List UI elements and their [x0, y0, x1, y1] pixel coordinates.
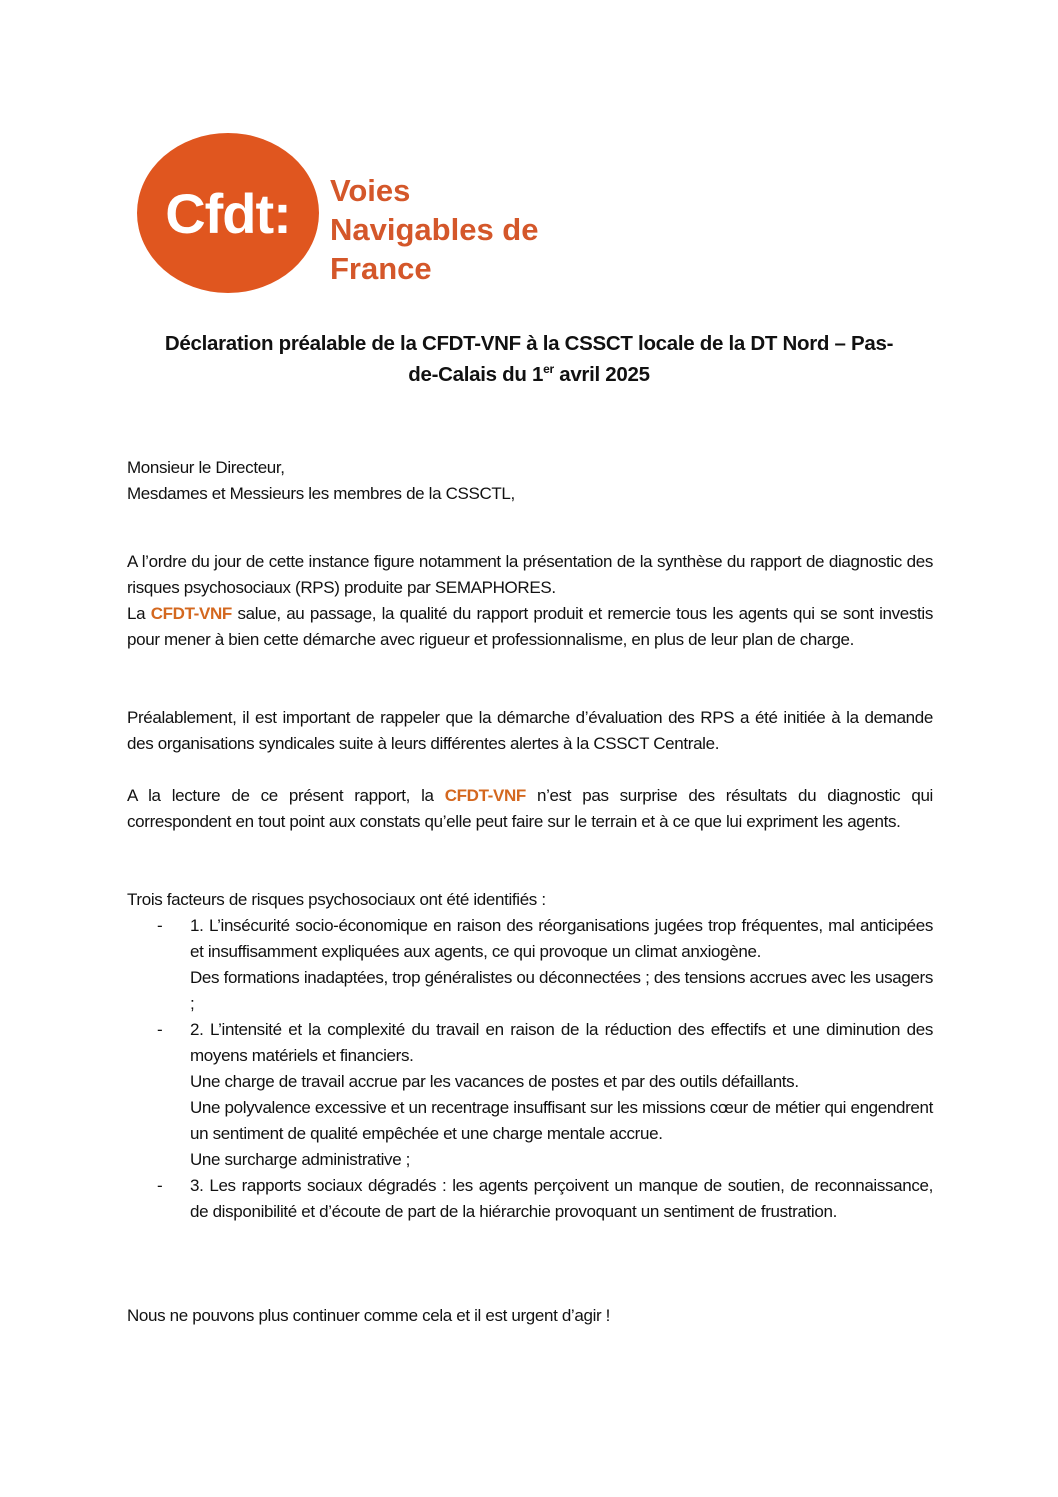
logo-name-line-3: France	[330, 251, 432, 286]
logo-org-name	[330, 171, 538, 288]
title-line-2-start: de-Calais du 1	[408, 363, 544, 386]
risk-factor-item	[127, 1173, 933, 1225]
risk-factor-detail: Des formations inadaptées, trop généralistes ou déconnectées ; des tensions accrues avec les usagers ;	[190, 968, 933, 1013]
document-title	[128, 328, 930, 390]
risk-factor-text: 1. L’insécurité socio-économique en raison des réorganisations jugées trop fréquentes, mal anticipées et insuffisamment expliquées aux agents, ce qui provoque un climat anxiogène.	[190, 916, 933, 961]
findings-start: A la lecture de ce présent rapport, la	[127, 786, 445, 805]
risk-factors-list	[127, 913, 933, 1225]
paragraph-context-text: Préalablement, il est important de rappeler que la démarche d’évaluation des RPS a été initiée à la demande des organisations syndicales suite à leurs différentes alertes à la CSSCT Centrale.	[127, 708, 933, 753]
paragraph-context	[127, 705, 933, 757]
salutation	[127, 455, 933, 507]
paragraph-thanks	[127, 601, 933, 653]
logo-mark-text: Cfdt:	[165, 181, 291, 245]
paragraph-intro-text: A l’ordre du jour de cette instance figure notamment la présentation de la synthèse du rapport de diagnostic des risques psychosociaux (RPS) produite par SEMAPHORES.	[127, 552, 933, 597]
bullet-dash: -	[157, 1176, 163, 1195]
thanks-start: La	[127, 604, 151, 623]
title-superscript: er	[543, 362, 554, 377]
thanks-end: salue, au passage, la qualité du rapport produit et remercie tous les agents qui se sont investis pour mener à bien cette démarche avec rigueur et professionnalisme, en plus de leur plan de charge.	[127, 604, 933, 649]
salutation-line-2: Mesdames et Messieurs les membres de la CSSCTL,	[127, 484, 515, 503]
risk-factors-section	[127, 887, 933, 1225]
logo-name-line-1: Voies	[330, 173, 411, 208]
risk-factor-detail: Une charge de travail accrue par les vacances de postes et par des outils défaillants.	[190, 1072, 799, 1091]
title-line-2-end: avril 2025	[553, 363, 650, 386]
closing-statement	[127, 1303, 933, 1329]
cfdt-vnf-highlight: CFDT-VNF	[444, 786, 526, 805]
title-line-2	[128, 359, 930, 390]
risk-factor-text: 3. Les rapports sociaux dégradés : les agents perçoivent un manque de soutien, de reconnaissance, de disponibilité et d’écoute de part de la hiérarchie provoquant un sentiment de frustration.	[190, 1176, 933, 1221]
risk-factors-intro: Trois facteurs de risques psychosociaux ont été identifiés :	[127, 890, 546, 909]
risk-factor-detail: Une surcharge administrative ;	[190, 1150, 411, 1169]
title-line-1: Déclaration préalable de la CFDT-VNF à la CSSCT locale de la DT Nord – Pas-	[164, 332, 894, 355]
risk-factor-item	[127, 1017, 933, 1173]
logo-name-line-2: Navigables de	[330, 212, 539, 247]
risk-factor-detail: Une polyvalence excessive et un recentrage insuffisant sur les missions cœur de métier qui engendrent un sentiment de qualité empêchée et une charge mentale accrue.	[190, 1098, 933, 1143]
salutation-line-1: Monsieur le Directeur,	[127, 458, 285, 477]
closing-text: Nous ne pouvons plus continuer comme cela et il est urgent d’agir !	[127, 1306, 611, 1325]
paragraph-findings-text	[127, 783, 933, 835]
findings-end: n’est pas surprise des résultats du diagnostic qui correspondent en tout point aux constats qu’elle peut faire sur le terrain et à ce que lui expriment les agents.	[127, 786, 933, 831]
bullet-dash: -	[157, 1020, 163, 1039]
paragraph-findings	[127, 783, 933, 835]
risk-factor-text: 2. L’intensité et la complexité du travail en raison de la réduction des effectifs et une diminution des moyens matériels et financiers.	[190, 1020, 933, 1065]
risk-factor-item	[127, 913, 933, 1017]
bullet-dash: -	[157, 916, 163, 935]
paragraph-intro	[127, 549, 933, 653]
cfdt-vnf-highlight: CFDT-VNF	[150, 604, 232, 623]
